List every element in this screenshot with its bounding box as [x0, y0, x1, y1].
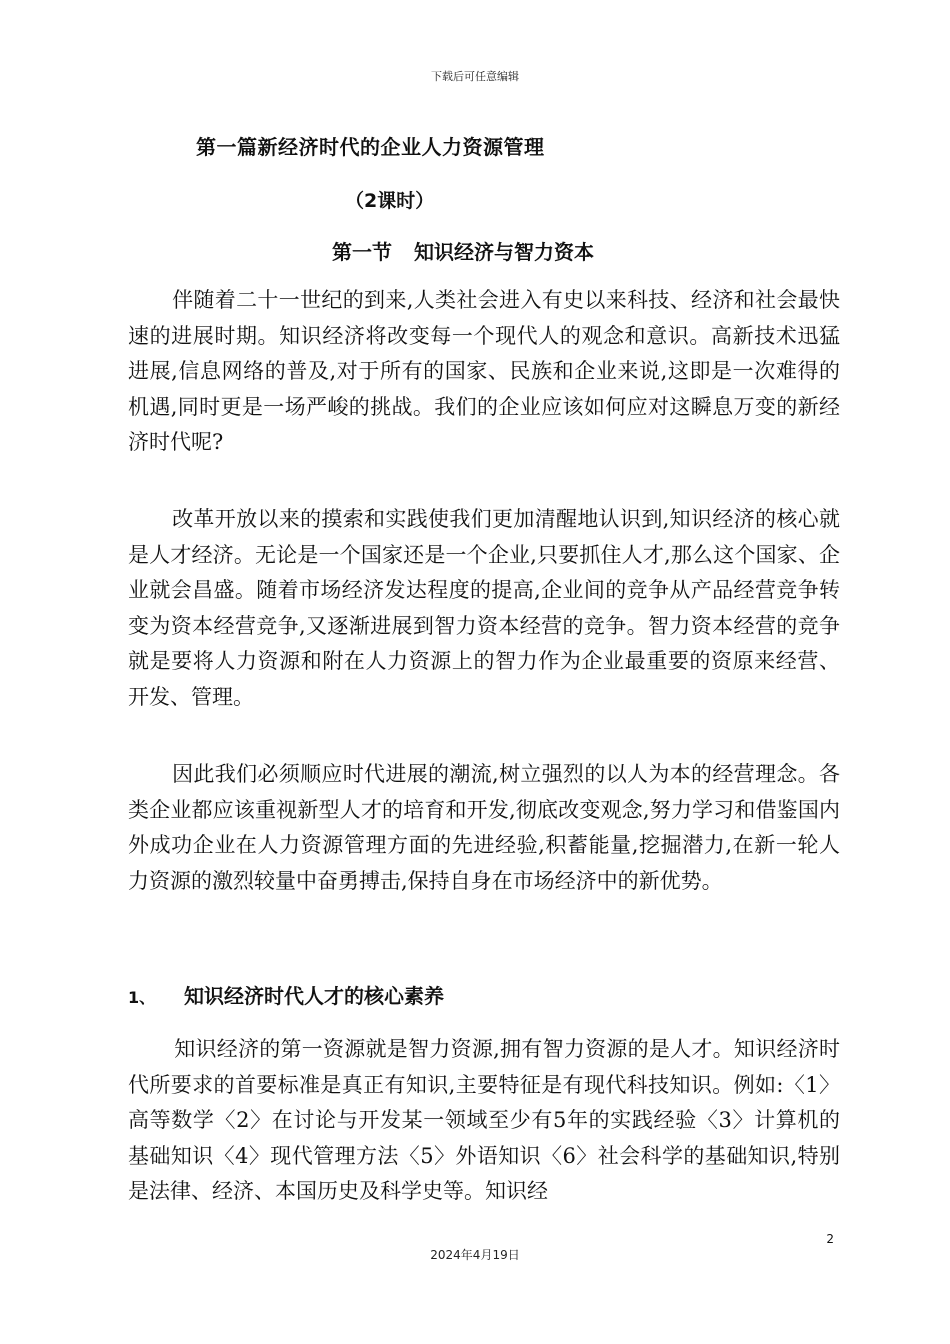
paragraph-3: 因此我们必须顺应时代进展的潮流,树立强烈的以人为本的经营理念。各类企业都应该重视新型人才的培育和开发,彻底改变观念,努力学习和借鉴国内外成功企业在人力资源管理方面的先进经验,积蓄能量,挖掘潜力,在新一轮人力资源的激烈较量中奋勇搏击,保持自身在市场经济中的新优势。	[128, 762, 840, 893]
section-heading	[332, 236, 594, 265]
page-number: 2	[826, 1232, 834, 1246]
page-header: 下载后可任意编辑	[431, 70, 519, 83]
paragraph-4: 知识经济的第一资源就是智力资源,拥有智力资源的是人才。知识经济时代所要求的首要标准是真正有知识,主要特征是有现代科技知识。例如:〈1〉高等数学〈2〉在讨论与开发某一领域至少有5年的实践经验〈3〉计算机的基础知识〈4〉现代管理方法〈5〉外语知识〈6〉社会科学的基础知识,特别是法律、经济、本国历史及科学史等。知识经	[128, 1037, 840, 1203]
section-label: 第一节	[332, 240, 392, 264]
subheading-text: 知识经济时代人才的核心素养	[184, 984, 444, 1008]
section-title: 知识经济与智力资本	[414, 240, 594, 264]
page-footer-date: 2024年4月19日	[430, 1248, 520, 1262]
paragraph-1: 伴随着二十一世纪的到来,人类社会进入有史以来科技、经济和社会最快速的进展时期。知识经济将改变每一个现代人的观念和意识。高新技术迅猛进展,信息网络的普及,对于所有的国家、民族和企业来说,这即是一次难得的机遇,同时更是一场严峻的挑战。我们的企业应该如何应对这瞬息万变的新经济时代呢?	[128, 288, 840, 454]
subheading-1	[128, 980, 444, 1009]
subheading-number: 1、	[128, 988, 156, 1007]
document-subtitle: （2课时）	[345, 190, 435, 212]
document-title: 第一篇新经济时代的企业人力资源管理	[196, 135, 545, 159]
paragraph-2: 改革开放以来的摸索和实践使我们更加清醒地认识到,知识经济的核心就是人才经济。无论是一个国家还是一个企业,只要抓住人才,那么这个国家、企业就会昌盛。随着市场经济发达程度的提高,企业间的竞争从产品经营竞争转变为资本经营竞争,又逐渐进展到智力资本经营的竞争。智力资本经营的竞争就是要将人力资源和附在人力资源上的智力作为企业最重要的资原来经营、开发、管理。	[128, 507, 840, 709]
